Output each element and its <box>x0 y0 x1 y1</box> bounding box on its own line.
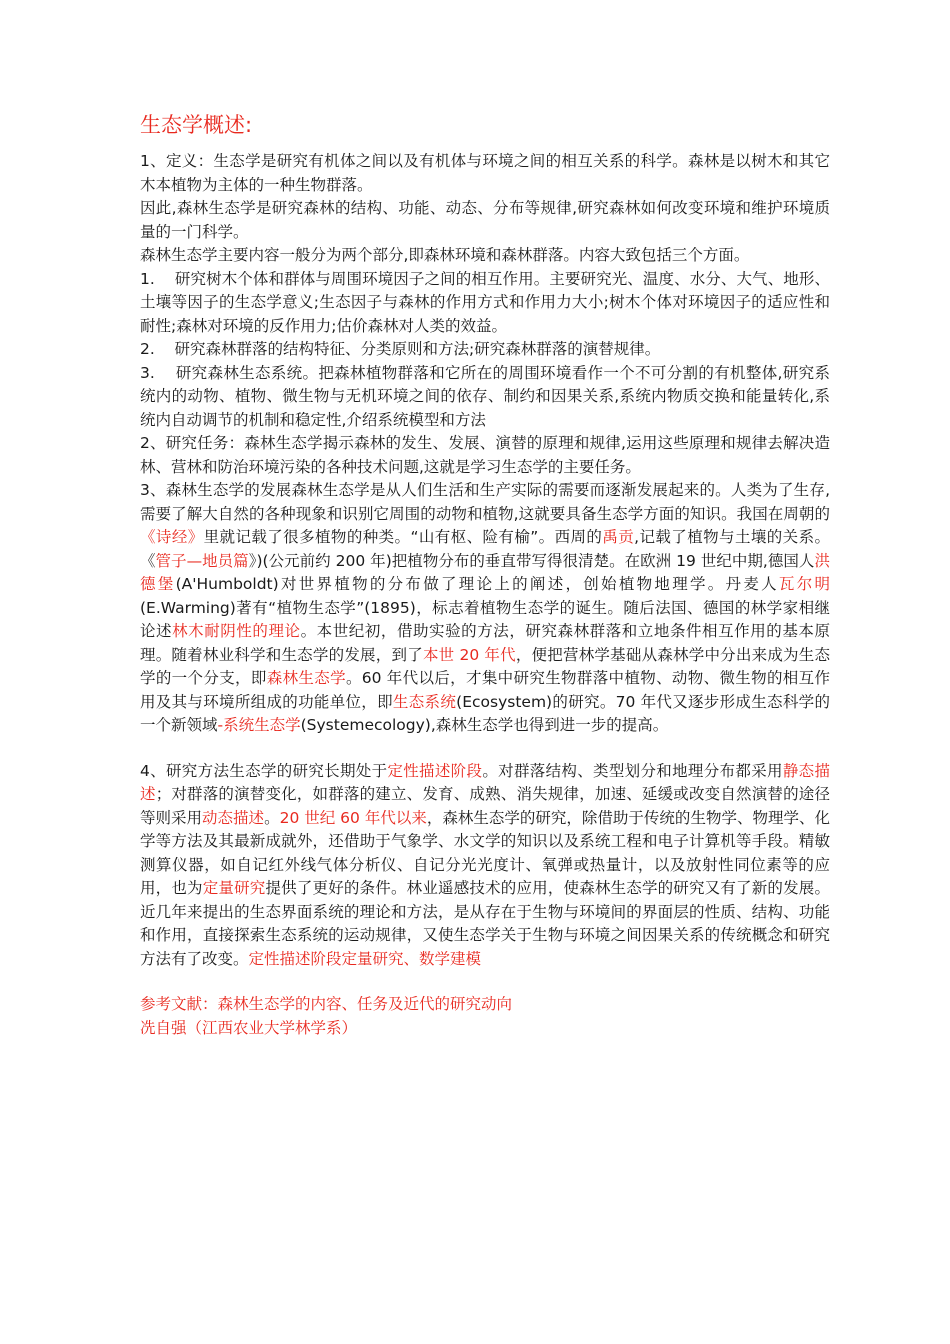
forest-ecology-definition: 因此,森林生态学是研究森林的结构、功能、动态、分布等规律,研究森林如何改变环境和维护环境质量的一门科学。 <box>140 199 830 241</box>
spacer <box>140 738 830 760</box>
highlight-1920s: 本世 20 年代 <box>422 645 516 664</box>
definition-paragraph: 1、定义：生态学是研究有机体之间以及有机体与环境之间的相互关系的科学。森林是以树木和其它木本植物为主体的一种生物群落。 <box>140 152 830 194</box>
highlight-1960s: 20 世纪 60 年代以来 <box>279 808 427 827</box>
text-span: 。本世纪初，借助实验的方法，研究森林群落和立地条件相互作用的基本原理。随着林业科学和生态学的发展，到了 <box>140 622 830 664</box>
text-span: ，森林生态学的研究，除借助于传统的生物学、物理学、化学等方法及其最新成就外，还借助于气象学、水文学的知识以及系统工程和电子计算机等手段。精敏测算仪器，如自记红外线气体分析仪、自记分光光度计、氧弹或热量计，以及放射性同位素等的应用，也为 <box>140 808 830 897</box>
text-span: 。 <box>264 808 280 827</box>
spacer <box>140 971 830 993</box>
text-span: 。对群落结构、类型划分和地理分布都采用 <box>482 761 783 780</box>
highlight-humboldt: 洪德堡 <box>140 551 830 593</box>
research-task-paragraph: 2、研究任务：森林生态学揭示森林的发生、发展、演替的原理和规律,运用这些原理和规律去解决造林、营林和防治环境污染的各种技术问题,这就是学习生态学的主要任务。 <box>140 434 830 476</box>
text-span: (E.Warming)著有“植物生态学”(1895)，标志着植物生态学的诞生。随后法国、德国的林学家相继论述 <box>140 598 830 640</box>
highlight-static: 静态描述 <box>140 761 830 803</box>
reference-title: 参考文献：森林生态学的内容、任务及近代的研究动向 <box>140 995 513 1013</box>
highlight-dynamic: 动态描述 <box>202 808 265 827</box>
text-span: 提供了更好的条件。林业遥感技术的应用，使森林生态学的研究又有了新的发展。近几年来提出的生态界面系统的理论和方法，是从存在于生物与环境间的界面层的性质、结构、功能和作用，直接探索生态系统的运动规律，又使生态学关于生物与环境之间因果关系的传统概念和研究方法有了改变。 <box>140 879 830 968</box>
text-span: 里就记载了很多植物的种类。“山有枢、险有榆”。西周的 <box>203 528 603 546</box>
document-page <box>140 110 830 1040</box>
highlight-systems-ecology: -系统生态学 <box>217 716 301 734</box>
text-span: ,记载了植物与土壤的关系。《 <box>140 528 830 570</box>
highlight-forest-ecology: 森林生态学 <box>266 669 346 687</box>
text-span: 》)(公元前约 200 年)把植物分布的垂直带写得很清楚。在欧洲 19 世纪中期,德国人 <box>248 551 815 570</box>
text-span: (Systemecology),森林生态学也得到进一步的提高。 <box>300 716 669 734</box>
highlight-ecosystem: 生态系统 <box>392 692 457 711</box>
highlight-summary: 定性描述阶段定量研究、数学建模 <box>248 949 482 968</box>
text-span: 3、森林生态学的发展森林生态学是从人们生活和生产实际的需要而逐渐发展起来的。人类为了生存,需要了解大自然的各种现象和识别它周围的动物和植物,这就要具备生态学方面的知识。我国在周朝的 <box>140 481 830 523</box>
text-span: ；对群落的演替变化，如群落的建立、发育、成熟、消失规律，加速、延缓或改变自然演替的途径等则采用 <box>140 785 830 827</box>
highlight-qualitative: 定性描述阶段 <box>387 761 483 780</box>
content-item-3: 3. 研究森林生态系统。把森林植物群落和它所在的周围环境看作一个不可分割的有机整体,研究系统内的动物、植物、微生物与无机环境之间的依存、制约和因果关系,系统内物质交换和能量转化,系统内自动调节的机制和稳定性,介绍系统模型和方法 <box>140 363 830 429</box>
reference-author: 冼自强（江西农业大学林学系） <box>140 1018 358 1037</box>
highlight-shijing: 《诗经》 <box>140 528 204 546</box>
text-span: 。60 年代以后，才集中研究生物群落中植物、动物、微生物的相互作用及其与环境所组成的功能单位，即 <box>140 669 830 711</box>
highlight-warming: 瓦尔明 <box>778 575 830 593</box>
text-span: (A'Humboldt)对世界植物的分布做了理论上的阐述，创始植物地理学。丹麦人 <box>175 575 779 593</box>
highlight-quantitative: 定量研究 <box>202 879 266 897</box>
content-item-1: 1. 研究树木个体和群体与周围环境因子之间的相互作用。主要研究光、温度、水分、大气、地形、土壤等因子的生态学意义;生态因子与森林的作用方式和作用力大小;树木个体对环境因子的适应性和耐性;森林对环境的反作用力;估价森林对人类的效益。 <box>140 269 830 335</box>
development-paragraph <box>140 479 830 738</box>
highlight-yugong: 禹贡 <box>602 528 635 546</box>
text-span: (Ecosystem)的研究。70 年代又逐步形成生态科学的一个新领域 <box>140 692 830 734</box>
highlight-shade-tolerance: 林木耐阴性的理论 <box>172 622 301 640</box>
text-span: ，便把营林学基础从森林学中分出来成为生态学的一个分支，即 <box>140 645 830 687</box>
methods-paragraph <box>140 760 830 972</box>
text-span: 4、研究方法生态学的研究长期处于 <box>140 761 388 780</box>
document-title: 生态学概述: <box>140 113 253 137</box>
highlight-guanzi: 管子—地员篇 <box>155 551 249 570</box>
content-overview: 森林生态学主要内容一般分为两个部分,即森林环境和森林群落。内容大致包括三个方面。 <box>140 246 750 264</box>
content-item-2: 2. 研究森林群落的结构特征、分类原则和方法;研究森林群落的演替规律。 <box>140 340 661 358</box>
